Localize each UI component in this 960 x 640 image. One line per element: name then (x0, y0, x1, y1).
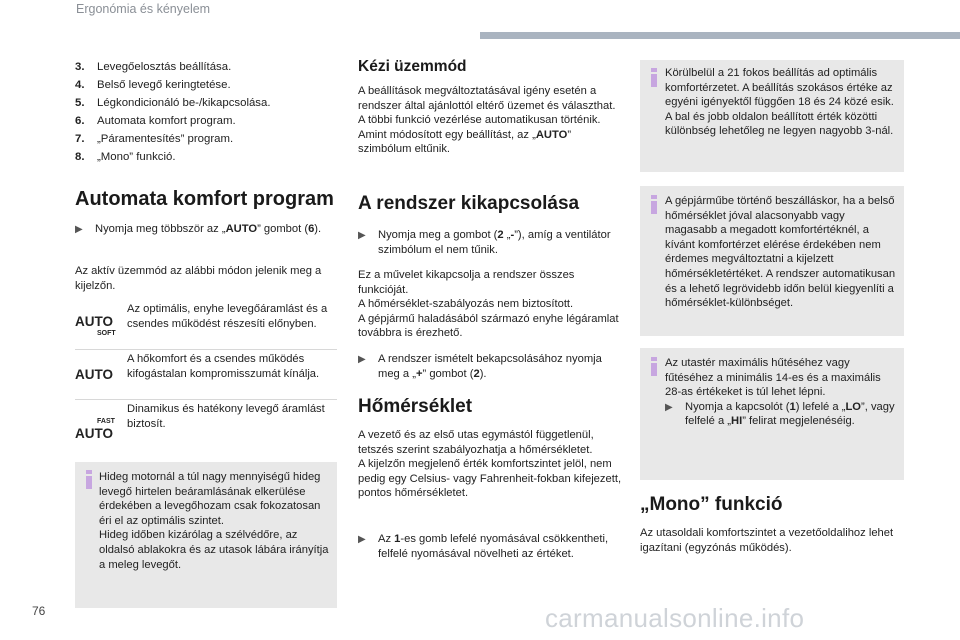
fast-auto-logo: FAST AUTO (75, 418, 115, 441)
list-item: 6. Automata komfort program. (75, 115, 236, 127)
auto-program-intro: Az aktív üzemmód az alábbi módon jelenik meg a kijelzőn. (75, 265, 322, 292)
mode-fast-auto: FAST AUTO Dinamikus és hatékony levegő áramlást biztosít. (75, 403, 325, 441)
info-box-entry: A gépjárműbe történő beszálláskor, ha a belső hőmérséklet jóval alacsonyabb vagy magasabb a megadott komfortértéknél, a kívánt komfortérzet elérése érdekében nem érdemes megváltoztatni a kijelzett hőmérsékletértéket. A rendszer automatikusan és a lehető legrövidebb időn belül kiegyenlíti a hőmérséklet-különbséget. (640, 186, 904, 336)
auto-program-heading: Automata komfort program (75, 188, 334, 210)
lo-hi-bullet: ▶ Nyomja a kapcsolót (1) lefelé a „LO”, vagy felfelé a „HI” felirat megjelenéséig. (665, 400, 895, 428)
info-box-max-cooling: Az utastér maximális hűtéséhez vagy fűtéséhez a minimális 14-es és a maximális 28-as értékeket is túl lehet lépni. ▶ Nyomja a kapcsolót (1) lefelé a „LO”, vagy felfelé a „HI” felirat megjelenéséig. (640, 348, 904, 480)
arrow-icon: ▶ (358, 230, 366, 241)
arrow-icon: ▶ (358, 534, 366, 545)
info-icon (651, 195, 657, 214)
divider (75, 399, 337, 400)
shutdown-text: Ez a művelet kikapcsolja a rendszer összes funkcióját. A hőmérséklet-szabályozás nem biztosított. A gépjármű haladásából származó enyhe légáramlat továbbra is érezhető. (358, 269, 619, 340)
mono-text: Az utasoldali komfortszintet a vezetőoldalihoz lehet igazítani (egyzónás működés). (640, 527, 894, 554)
arrow-icon: ▶ (358, 354, 366, 365)
temperature-heading: Hőmérséklet (358, 396, 473, 417)
list-item: 7. „Páramentesítés” program. (75, 133, 234, 145)
numbered-list (75, 58, 337, 166)
arrow-icon: ▶ (75, 224, 83, 235)
watermark: carmanualsonline.info (545, 603, 805, 633)
info-icon (651, 68, 657, 87)
manual-heading: Kézi üzemmód (358, 58, 467, 75)
page-number: 76 (32, 604, 46, 618)
info-box-cold-engine: Hideg motornál a túl nagy mennyiségű hideg levegő hirtelen beáramlásának elkerülése érdekében a levegőhozam csak fokozatosan éri el az optimális szintet. Hideg időben kizárólag a szélvédőre, az oldalsó ablakokra és az utasok lábára irányítja a meleg levegőt. (75, 462, 337, 608)
list-item: 3. Levegőelosztás beállítása. (75, 61, 232, 73)
manual-text: A beállítások megváltoztatásával igény esetén a rendszer által ajánlottól eltérő üzemet és választhat. A többi funkció vezérlése automatikusan történik. Amint módosított egy beállítást, az „AUTO” szimbólum eltűnik. (358, 85, 616, 156)
shutdown-bullet-1: ▶ Nyomja meg a gombot (2 „-”), amíg a ventilátor szimbólum el nem tűnik. (358, 229, 611, 256)
mode-auto-soft: AUTO SOFT Az optimális, enyhe levegőáramlást és a csendes működést részesíti előnyben. (75, 302, 337, 340)
auto-soft-logo: AUTO SOFT (75, 314, 116, 337)
info-icon (86, 470, 92, 489)
auto-logo: AUTO (75, 367, 114, 382)
temperature-text: A vezető és az első utas egymástól függetlenül, tetszés szerint szabályozhatja a hőmérsékletet. A kijelzőn megjelenő érték komfortszintet jelöl, nem pedig egy Celsius- vagy Fahrenheit-fokban kifejezett, pontos hőmérsékletet. (358, 429, 622, 500)
temperature-bullet: ▶ Az 1-es gomb lefelé nyomásával csökkentheti, felfelé nyomásával növelheti az értéket. (358, 533, 609, 560)
info-box-comfort: Körülbelül a 21 fokos beállítás ad optimális komfortérzetet. A beállítás szokásos értéke az egyéni igényektől függően 18 és 24 közé esik. A bal és jobb oldalon beállított érték közötti különbség lehetőleg ne legyen nagyobb 3-nál. (640, 60, 904, 172)
mode-auto: AUTO A hőkomfort és a csendes működés kifogástalan kompromisszumát kínálja. (75, 353, 320, 382)
arrow-icon: ▶ (665, 401, 673, 413)
mono-heading: „Mono” funkció (640, 494, 783, 515)
info-icon (651, 357, 657, 376)
list-item: 8. „Mono” funkció. (75, 151, 176, 163)
shutdown-heading: A rendszer kikapcsolása (358, 193, 580, 214)
list-item: 5. Légkondicionáló be-/kikapcsolása. (75, 97, 271, 109)
divider (75, 349, 337, 350)
shutdown-bullet-2: ▶ A rendszer ismételt bekapcsolásához nyomja meg a „+” gombot (2). (358, 353, 602, 380)
header-bar (480, 32, 960, 39)
section-title: Ergonómia és kényelem (76, 2, 211, 16)
list-item: 4. Belső levegő keringtetése. (75, 79, 231, 91)
auto-program-bullet: ▶ Nyomja meg többször az „AUTO” gombot (6). (75, 222, 337, 238)
